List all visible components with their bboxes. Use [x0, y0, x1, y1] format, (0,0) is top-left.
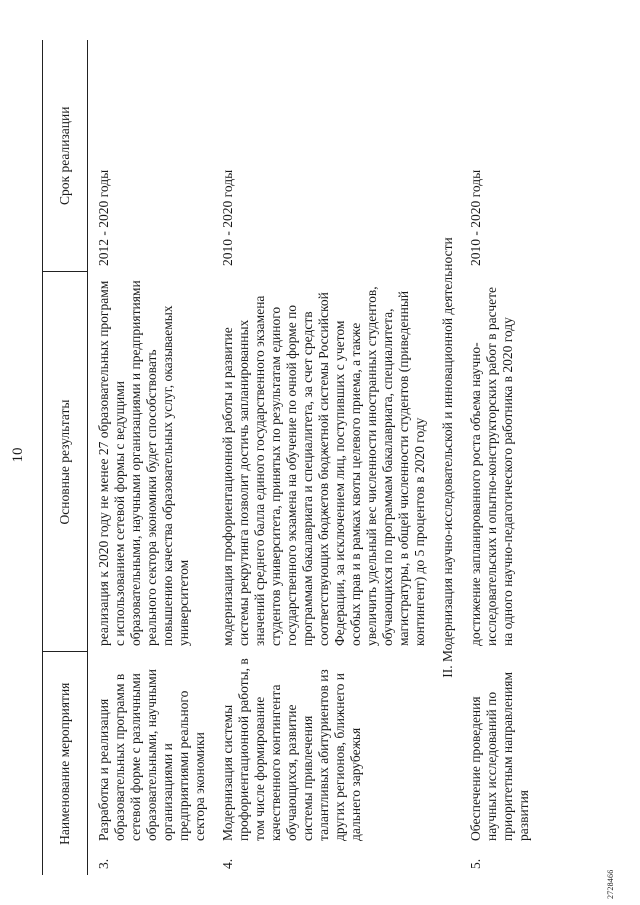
table-row [460, 40, 536, 875]
header-name: Наименование мероприятия [43, 652, 88, 875]
activity-name: Разработка и реализация образовательных программ в сетевой форме с различными образовательными, научными организациями и предприятиями реального сектора экономики [96, 669, 207, 841]
activity-term: 2010 - 2020 годы [468, 169, 483, 266]
activity-term: 2010 - 2020 годы [220, 169, 235, 266]
header-results: Основные результаты [43, 272, 88, 652]
section-title: II. Модернизация научно-исследовательской и инновационной деятельности [440, 237, 455, 678]
activity-results: модернизация профориентационной работы и развитие системы рекрутинга позволит достичь запланированных значений среднего балла единого государственного экзамена студентов университета, принятых по результатам единого государственного экзамена на обучение по очной форме по программам бакалавриата и специалитета, за счет средств соответствующих бюджетов бюджетной системы Российской Федерации, за исключением лиц, поступивших с учетом особых прав и в рамках квоты целевого приема, а также увеличить удельный вес численности иностранных студентов, обучающихся по программам бакалавриата, специалитета, магистратуры, в общей численности студентов (приведенный контингент) до 5 процентов в 2020 году [220, 286, 427, 646]
table-header-row [43, 40, 88, 875]
activity-name: Обеспечение проведения научных исследований по приоритетным направлениям развития [468, 671, 531, 841]
page-number: 10 [10, 447, 26, 463]
document-code: 2728466 [606, 869, 615, 899]
row-number: 3. [96, 858, 111, 869]
activities-table [42, 40, 536, 875]
table-row [88, 40, 213, 875]
row-number: 5. [468, 858, 483, 869]
section-row [432, 40, 460, 875]
table-row [212, 40, 432, 875]
activity-results: реализация к 2020 году не менее 27 образовательных программ с использованием сетевой формы с ведущими образовательными, научными организациями и предприятиями реального сектора экономики будет способствовать повышению качества образовательных услуг, оказываемых университетом [96, 280, 191, 646]
row-number: 4. [220, 858, 235, 869]
activity-results: достижение запланированного роста объема научно-исследовательских и опытно-конструкторских работ в расчете на одного научно-педагогического работника в 2020 году [468, 286, 515, 646]
activity-name: Модернизация системы профориентационной работы, в том числе формирование качественного контингента обучающихся, развитие системы привлечения талантливых абитуриентов из других регионов, ближнего и дальнего зарубежья [220, 658, 363, 841]
header-term: Срок реализации [43, 40, 88, 272]
activity-term: 2012 - 2020 годы [96, 169, 111, 266]
